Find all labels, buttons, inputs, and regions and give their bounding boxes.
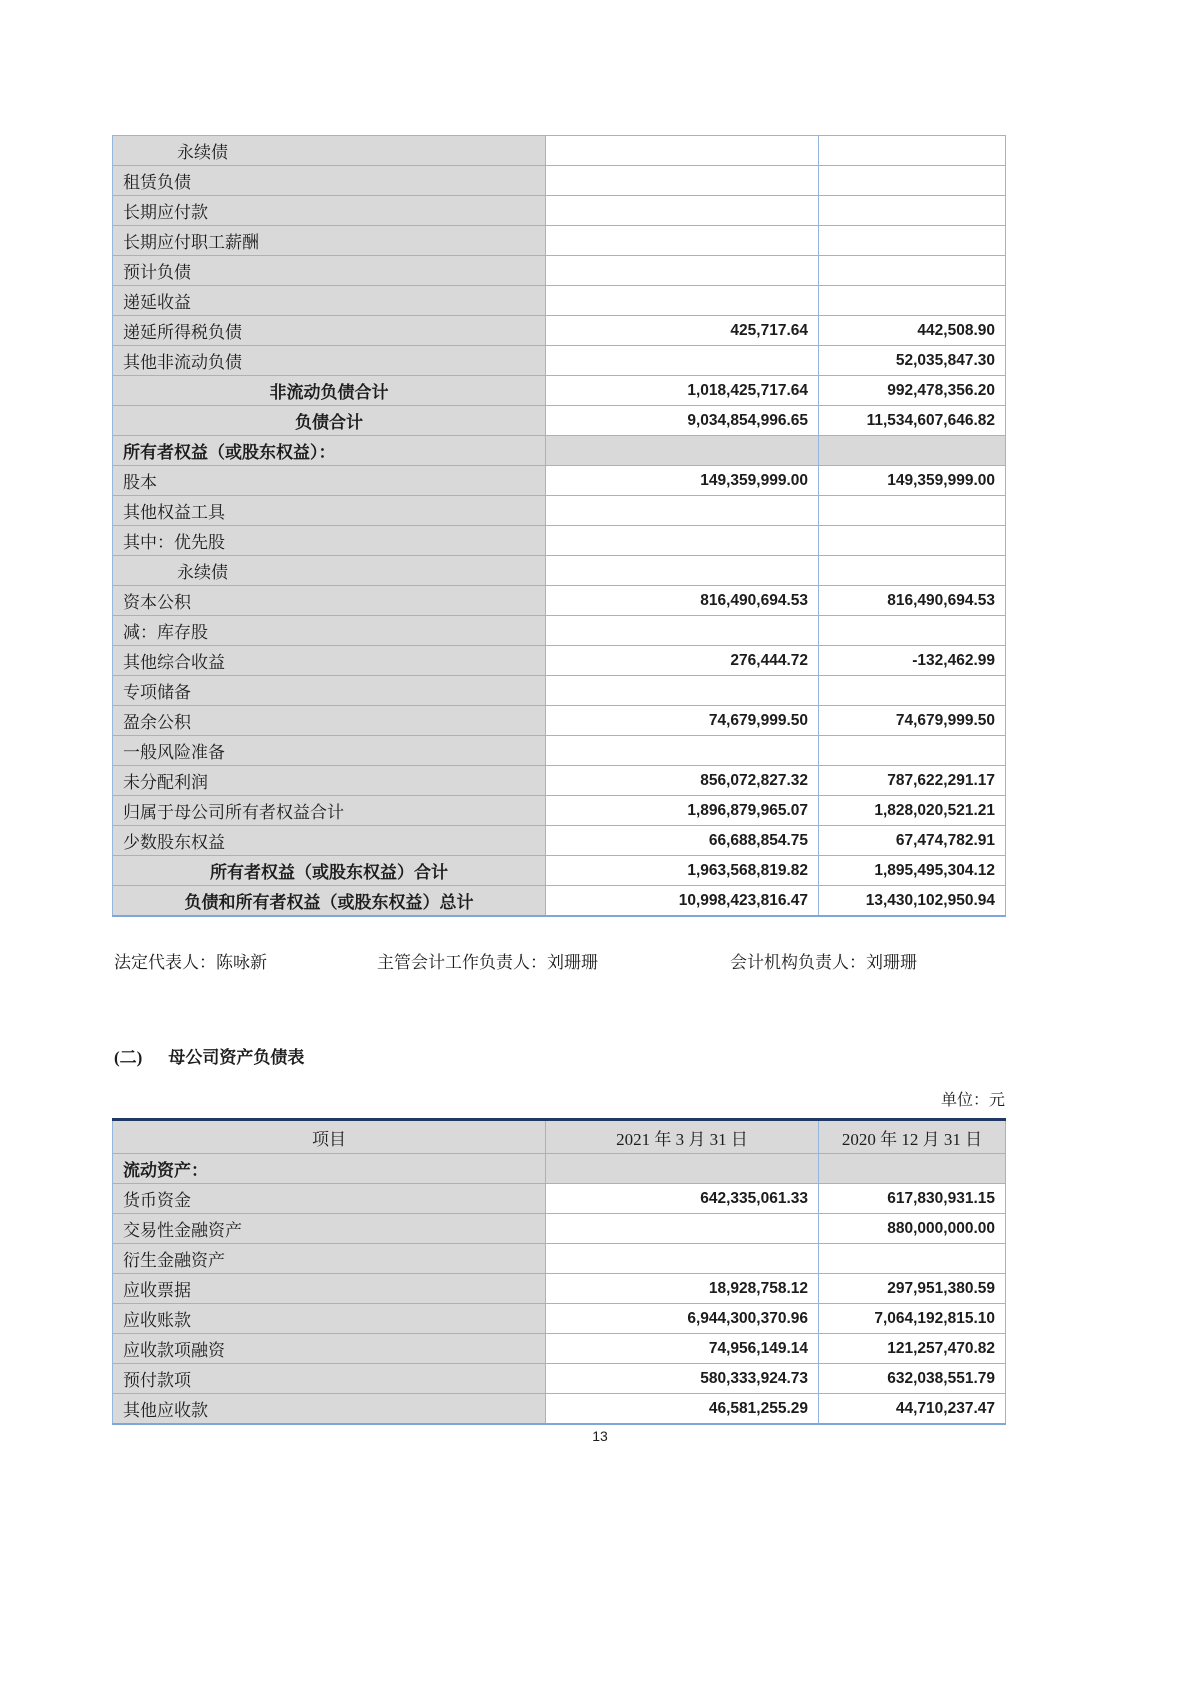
value-current-period: [546, 676, 819, 706]
row-label: 递延所得税负债: [113, 316, 546, 346]
value-previous-period: [819, 256, 1006, 286]
table-row: [113, 1334, 1006, 1364]
table-row: [113, 226, 1006, 256]
row-label: 货币资金: [113, 1184, 546, 1214]
value-previous-period: 149,359,999.00: [819, 466, 1006, 496]
row-label: 预计负债: [113, 256, 546, 286]
table-row: [113, 166, 1006, 196]
value-current-period: [546, 496, 819, 526]
row-label: 永续债: [113, 556, 546, 586]
value-current-period: 276,444.72: [546, 646, 819, 676]
value-current-period: 816,490,694.53: [546, 586, 819, 616]
row-label: 所有者权益（或股东权益）：: [113, 436, 546, 466]
value-previous-period: 67,474,782.91: [819, 826, 1006, 856]
value-current-period: 642,335,061.33: [546, 1184, 819, 1214]
table-row: [113, 1364, 1006, 1394]
value-current-period: 1,018,425,717.64: [546, 376, 819, 406]
value-previous-period: [819, 166, 1006, 196]
value-previous-period: 52,035,847.30: [819, 346, 1006, 376]
table-row: [113, 1304, 1006, 1334]
table-row: [113, 676, 1006, 706]
section-number: (二): [114, 1048, 143, 1067]
value-current-period: [546, 436, 819, 466]
value-previous-period: 1,828,020,521.21: [819, 796, 1006, 826]
row-label: 应收票据: [113, 1274, 546, 1304]
table-row: [113, 826, 1006, 856]
signature-chief-accountant: 主管会计工作负责人：刘珊珊: [377, 953, 598, 972]
value-current-period: 580,333,924.73: [546, 1364, 819, 1394]
value-previous-period: 816,490,694.53: [819, 586, 1006, 616]
value-previous-period: 442,508.90: [819, 316, 1006, 346]
table-row: [113, 1394, 1006, 1425]
value-previous-period: 74,679,999.50: [819, 706, 1006, 736]
value-previous-period: 297,951,380.59: [819, 1274, 1006, 1304]
value-previous-period: 632,038,551.79: [819, 1364, 1006, 1394]
row-label: 负债和所有者权益（或股东权益）总计: [113, 886, 546, 917]
table-row: [113, 1154, 1006, 1184]
row-label: 未分配利润: [113, 766, 546, 796]
row-label: 其他权益工具: [113, 496, 546, 526]
table-header-row: [113, 1120, 1006, 1154]
value-current-period: [546, 346, 819, 376]
row-label: 其他非流动负债: [113, 346, 546, 376]
value-current-period: [546, 286, 819, 316]
table-row: [113, 1214, 1006, 1244]
value-current-period: 66,688,854.75: [546, 826, 819, 856]
table-row: [113, 616, 1006, 646]
value-previous-period: [819, 136, 1006, 166]
table-row: [113, 466, 1006, 496]
value-previous-period: 7,064,192,815.10: [819, 1304, 1006, 1334]
row-label: 减：库存股: [113, 616, 546, 646]
table-row: [113, 886, 1006, 917]
value-previous-period: [819, 436, 1006, 466]
row-label: 一般风险准备: [113, 736, 546, 766]
row-label: 股本: [113, 466, 546, 496]
table-row: [113, 1274, 1006, 1304]
value-current-period: [546, 526, 819, 556]
table-row: [113, 1184, 1006, 1214]
value-current-period: [546, 226, 819, 256]
row-label: 长期应付款: [113, 196, 546, 226]
row-label: 非流动负债合计: [113, 376, 546, 406]
value-current-period: 74,679,999.50: [546, 706, 819, 736]
value-previous-period: -132,462.99: [819, 646, 1006, 676]
value-current-period: 1,896,879,965.07: [546, 796, 819, 826]
table-row: [113, 1244, 1006, 1274]
header-item: 项目: [113, 1120, 546, 1154]
section-title: 母公司资产负债表: [168, 1048, 305, 1067]
parent-company-balance-sheet: [112, 1118, 1005, 1425]
table-row: [113, 196, 1006, 226]
row-label: 其他综合收益: [113, 646, 546, 676]
value-current-period: [546, 736, 819, 766]
table-row: [113, 256, 1006, 286]
value-current-period: [546, 1154, 819, 1184]
value-current-period: [546, 1214, 819, 1244]
value-current-period: 856,072,827.32: [546, 766, 819, 796]
row-label: 交易性金融资产: [113, 1214, 546, 1244]
row-label: 资本公积: [113, 586, 546, 616]
header-date-current: 2021 年 3 月 31 日: [546, 1120, 819, 1154]
table-row: [113, 316, 1006, 346]
unit-label: 单位：元: [940, 1092, 1005, 1109]
value-previous-period: 617,830,931.15: [819, 1184, 1006, 1214]
value-current-period: 10,998,423,816.47: [546, 886, 819, 917]
table-row: [113, 286, 1006, 316]
signature-line: [112, 948, 1005, 974]
table-row: [113, 796, 1006, 826]
value-previous-period: [819, 1154, 1006, 1184]
page-number: 13: [592, 1428, 608, 1444]
value-current-period: [546, 556, 819, 586]
table-row: [113, 856, 1006, 886]
table-row: [113, 586, 1006, 616]
value-previous-period: 992,478,356.20: [819, 376, 1006, 406]
value-previous-period: 1,895,495,304.12: [819, 856, 1006, 886]
value-current-period: 6,944,300,370.96: [546, 1304, 819, 1334]
value-current-period: 425,717.64: [546, 316, 819, 346]
row-label: 盈余公积: [113, 706, 546, 736]
value-previous-period: [819, 196, 1006, 226]
balance-sheet-continuation: [112, 135, 1005, 917]
section-heading: [114, 1043, 304, 1068]
table-row: [113, 406, 1006, 436]
value-current-period: 1,963,568,819.82: [546, 856, 819, 886]
liabilities-equity-table: [112, 135, 1006, 917]
table-row: [113, 376, 1006, 406]
value-previous-period: [819, 736, 1006, 766]
value-current-period: [546, 256, 819, 286]
row-label: 长期应付职工薪酬: [113, 226, 546, 256]
row-label: 应收账款: [113, 1304, 546, 1334]
value-previous-period: [819, 526, 1006, 556]
row-label: 其中：优先股: [113, 526, 546, 556]
value-current-period: 74,956,149.14: [546, 1334, 819, 1364]
value-previous-period: 13,430,102,950.94: [819, 886, 1006, 917]
table-row: [113, 436, 1006, 466]
table-row: [113, 496, 1006, 526]
value-current-period: 18,928,758.12: [546, 1274, 819, 1304]
table-row: [113, 706, 1006, 736]
signature-accounting-head: 会计机构负责人：刘珊珊: [730, 953, 917, 972]
table-row: [113, 136, 1006, 166]
value-current-period: 9,034,854,996.65: [546, 406, 819, 436]
value-current-period: [546, 616, 819, 646]
value-current-period: [546, 196, 819, 226]
value-current-period: 149,359,999.00: [546, 466, 819, 496]
value-previous-period: [819, 1244, 1006, 1274]
row-label: 归属于母公司所有者权益合计: [113, 796, 546, 826]
table-row: [113, 766, 1006, 796]
value-current-period: [546, 166, 819, 196]
value-previous-period: [819, 496, 1006, 526]
table-row: [113, 346, 1006, 376]
table-row: [113, 526, 1006, 556]
value-current-period: [546, 1244, 819, 1274]
row-label: 负债合计: [113, 406, 546, 436]
row-label: 其他应收款: [113, 1394, 546, 1425]
row-label: 衍生金融资产: [113, 1244, 546, 1274]
row-label: 流动资产：: [113, 1154, 546, 1184]
row-label: 预付款项: [113, 1364, 546, 1394]
row-label: 租赁负债: [113, 166, 546, 196]
row-label: 应收款项融资: [113, 1334, 546, 1364]
table-row: [113, 646, 1006, 676]
value-current-period: 46,581,255.29: [546, 1394, 819, 1425]
row-label: 专项储备: [113, 676, 546, 706]
value-previous-period: [819, 556, 1006, 586]
header-date-previous: 2020 年 12 月 31 日: [819, 1120, 1006, 1154]
signature-legal-representative: 法定代表人：陈咏新: [114, 953, 267, 972]
row-label: 递延收益: [113, 286, 546, 316]
value-previous-period: [819, 676, 1006, 706]
value-previous-period: 121,257,470.82: [819, 1334, 1006, 1364]
row-label: 少数股东权益: [113, 826, 546, 856]
parent-balance-sheet-table: [112, 1118, 1006, 1425]
value-previous-period: [819, 286, 1006, 316]
value-previous-period: 11,534,607,646.82: [819, 406, 1006, 436]
value-previous-period: 787,622,291.17: [819, 766, 1006, 796]
value-previous-period: 880,000,000.00: [819, 1214, 1006, 1244]
value-current-period: [546, 136, 819, 166]
row-label: 所有者权益（或股东权益）合计: [113, 856, 546, 886]
value-previous-period: 44,710,237.47: [819, 1394, 1006, 1425]
table-row: [113, 736, 1006, 766]
row-label: 永续债: [113, 136, 546, 166]
table-row: [113, 556, 1006, 586]
value-previous-period: [819, 616, 1006, 646]
value-previous-period: [819, 226, 1006, 256]
